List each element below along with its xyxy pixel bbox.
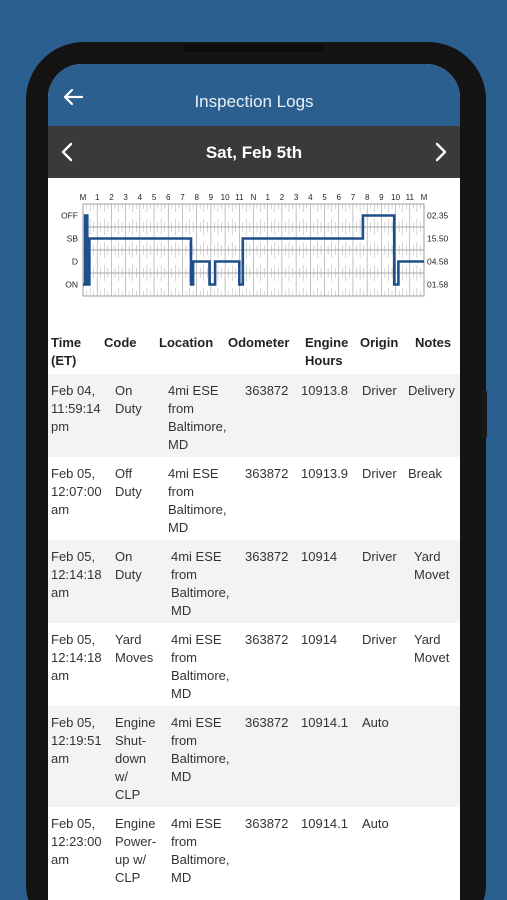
cell-time: Feb 04, 11:59:14 pm (51, 383, 101, 434)
cell-odometer: 363872 (245, 715, 289, 730)
table-row[interactable] (48, 374, 460, 457)
header-location: Location (159, 335, 214, 350)
cell-origin: Driver (362, 383, 397, 398)
hour-label: 3 (123, 193, 128, 202)
cell-code: On Duty (115, 549, 142, 582)
status-label: D (71, 256, 78, 267)
hour-label: 8 (364, 193, 370, 202)
cell-location: 4mi ESE from Baltimore, MD (171, 715, 230, 784)
table-row[interactable] (48, 457, 460, 540)
hour-label: 5 (322, 193, 327, 202)
cell-notes: Delivery (408, 383, 455, 398)
hour-label: 4 (308, 193, 313, 202)
cell-origin: Driver (362, 632, 397, 647)
table-row[interactable] (48, 540, 460, 623)
cell-code: Engine Power- up w/ CLP (115, 816, 157, 885)
cell-odometer: 363872 (245, 383, 289, 398)
hour-label: 1 (265, 193, 270, 202)
cell-odometer: 363872 (245, 632, 289, 647)
hour-label: 9 (379, 193, 384, 202)
cell-code: Off Duty (115, 466, 142, 499)
hour-label: 10 (220, 193, 230, 202)
hour-label: 10 (391, 193, 401, 202)
cell-time: Feb 05, 12:19:51 am (51, 715, 102, 766)
header-odometer: Odometer (228, 335, 290, 350)
power-button (482, 390, 487, 438)
cell-location: 4mi ESE from Baltimore, MD (171, 632, 230, 701)
cell-time: Feb 05, 12:07:00 am (51, 466, 102, 517)
speaker-notch (183, 44, 323, 52)
status-label: ON (65, 279, 78, 290)
cell-code: Yard Moves (115, 632, 154, 665)
hour-label: N (250, 193, 257, 202)
hour-label: 5 (151, 193, 157, 202)
hour-label: 8 (194, 193, 199, 202)
cell-time: Feb 05, 12:14:18 am (51, 632, 102, 683)
cell-engine: 10913.8 (301, 383, 348, 398)
hour-label: 2 (109, 193, 114, 202)
app-bar (48, 64, 460, 126)
cell-engine: 10914 (301, 549, 338, 564)
status-total: 02.35 (427, 210, 449, 221)
cell-notes: Break (408, 466, 442, 481)
header-engine-hours: Engine Hours (305, 335, 349, 368)
hour-label: M (420, 193, 428, 202)
table-row[interactable] (48, 807, 460, 890)
cell-engine: 10914.1 (301, 715, 348, 730)
cell-location: 4mi ESE from Baltimore, MD (168, 466, 227, 535)
cell-engine: 10914 (301, 632, 338, 647)
cell-origin: Driver (362, 549, 397, 564)
chevron-right-icon[interactable] (434, 142, 448, 162)
hour-label: 2 (279, 193, 285, 202)
cell-engine: 10913.9 (301, 466, 348, 481)
cell-origin: Auto (362, 715, 389, 730)
cell-engine: 10914.1 (301, 816, 348, 831)
table-header (48, 320, 460, 374)
header-time: Time (ET) (51, 335, 82, 368)
date-bar (48, 126, 460, 178)
hour-label: 11 (405, 193, 414, 202)
cell-time: Feb 05, 12:23:00 am (51, 816, 102, 867)
cell-notes: Yard Movet (414, 632, 450, 665)
hour-label: 11 (235, 193, 244, 202)
screen (48, 64, 460, 900)
cell-odometer: 363872 (245, 549, 289, 564)
page-title: Inspection Logs (194, 92, 314, 111)
hour-label: M (79, 193, 87, 202)
hour-label: 3 (293, 193, 299, 202)
current-date: Sat, Feb 5th (205, 143, 303, 162)
cell-location: 4mi ESE from Baltimore, MD (171, 816, 230, 885)
status-label: OFF (61, 210, 78, 221)
duty-status-graph (48, 178, 460, 320)
header-notes: Notes (415, 335, 452, 350)
table-body (48, 374, 460, 890)
header-code: Code (104, 335, 137, 350)
hour-label: 7 (180, 193, 185, 202)
status-label: SB (66, 233, 78, 244)
hour-label: 1 (94, 193, 100, 202)
cell-time: Feb 05, 12:14:18 am (51, 549, 102, 600)
table-row[interactable] (48, 623, 460, 706)
cell-origin: Driver (362, 466, 397, 481)
header-origin: Origin (360, 335, 399, 350)
cell-code: Engine Shut- down w/ CLP (115, 715, 156, 802)
table-row[interactable] (48, 706, 460, 807)
hour-label: 6 (336, 193, 341, 202)
status-total: 01.58 (427, 279, 449, 290)
status-total: 04.58 (427, 256, 449, 267)
status-total: 15.50 (427, 233, 449, 244)
cell-code: On Duty (115, 383, 142, 416)
cell-origin: Auto (362, 816, 389, 831)
cell-location: 4mi ESE from Baltimore, MD (171, 549, 230, 618)
hour-label: 6 (166, 193, 171, 202)
hour-label: 4 (137, 193, 143, 202)
log-table (48, 320, 460, 890)
hour-label: 7 (350, 193, 356, 202)
hour-label: 9 (208, 193, 214, 202)
cell-notes: Yard Movet (414, 549, 450, 582)
cell-odometer: 363872 (245, 466, 289, 481)
cell-location: 4mi ESE from Baltimore, MD (168, 383, 227, 452)
cell-odometer: 363872 (245, 816, 289, 831)
